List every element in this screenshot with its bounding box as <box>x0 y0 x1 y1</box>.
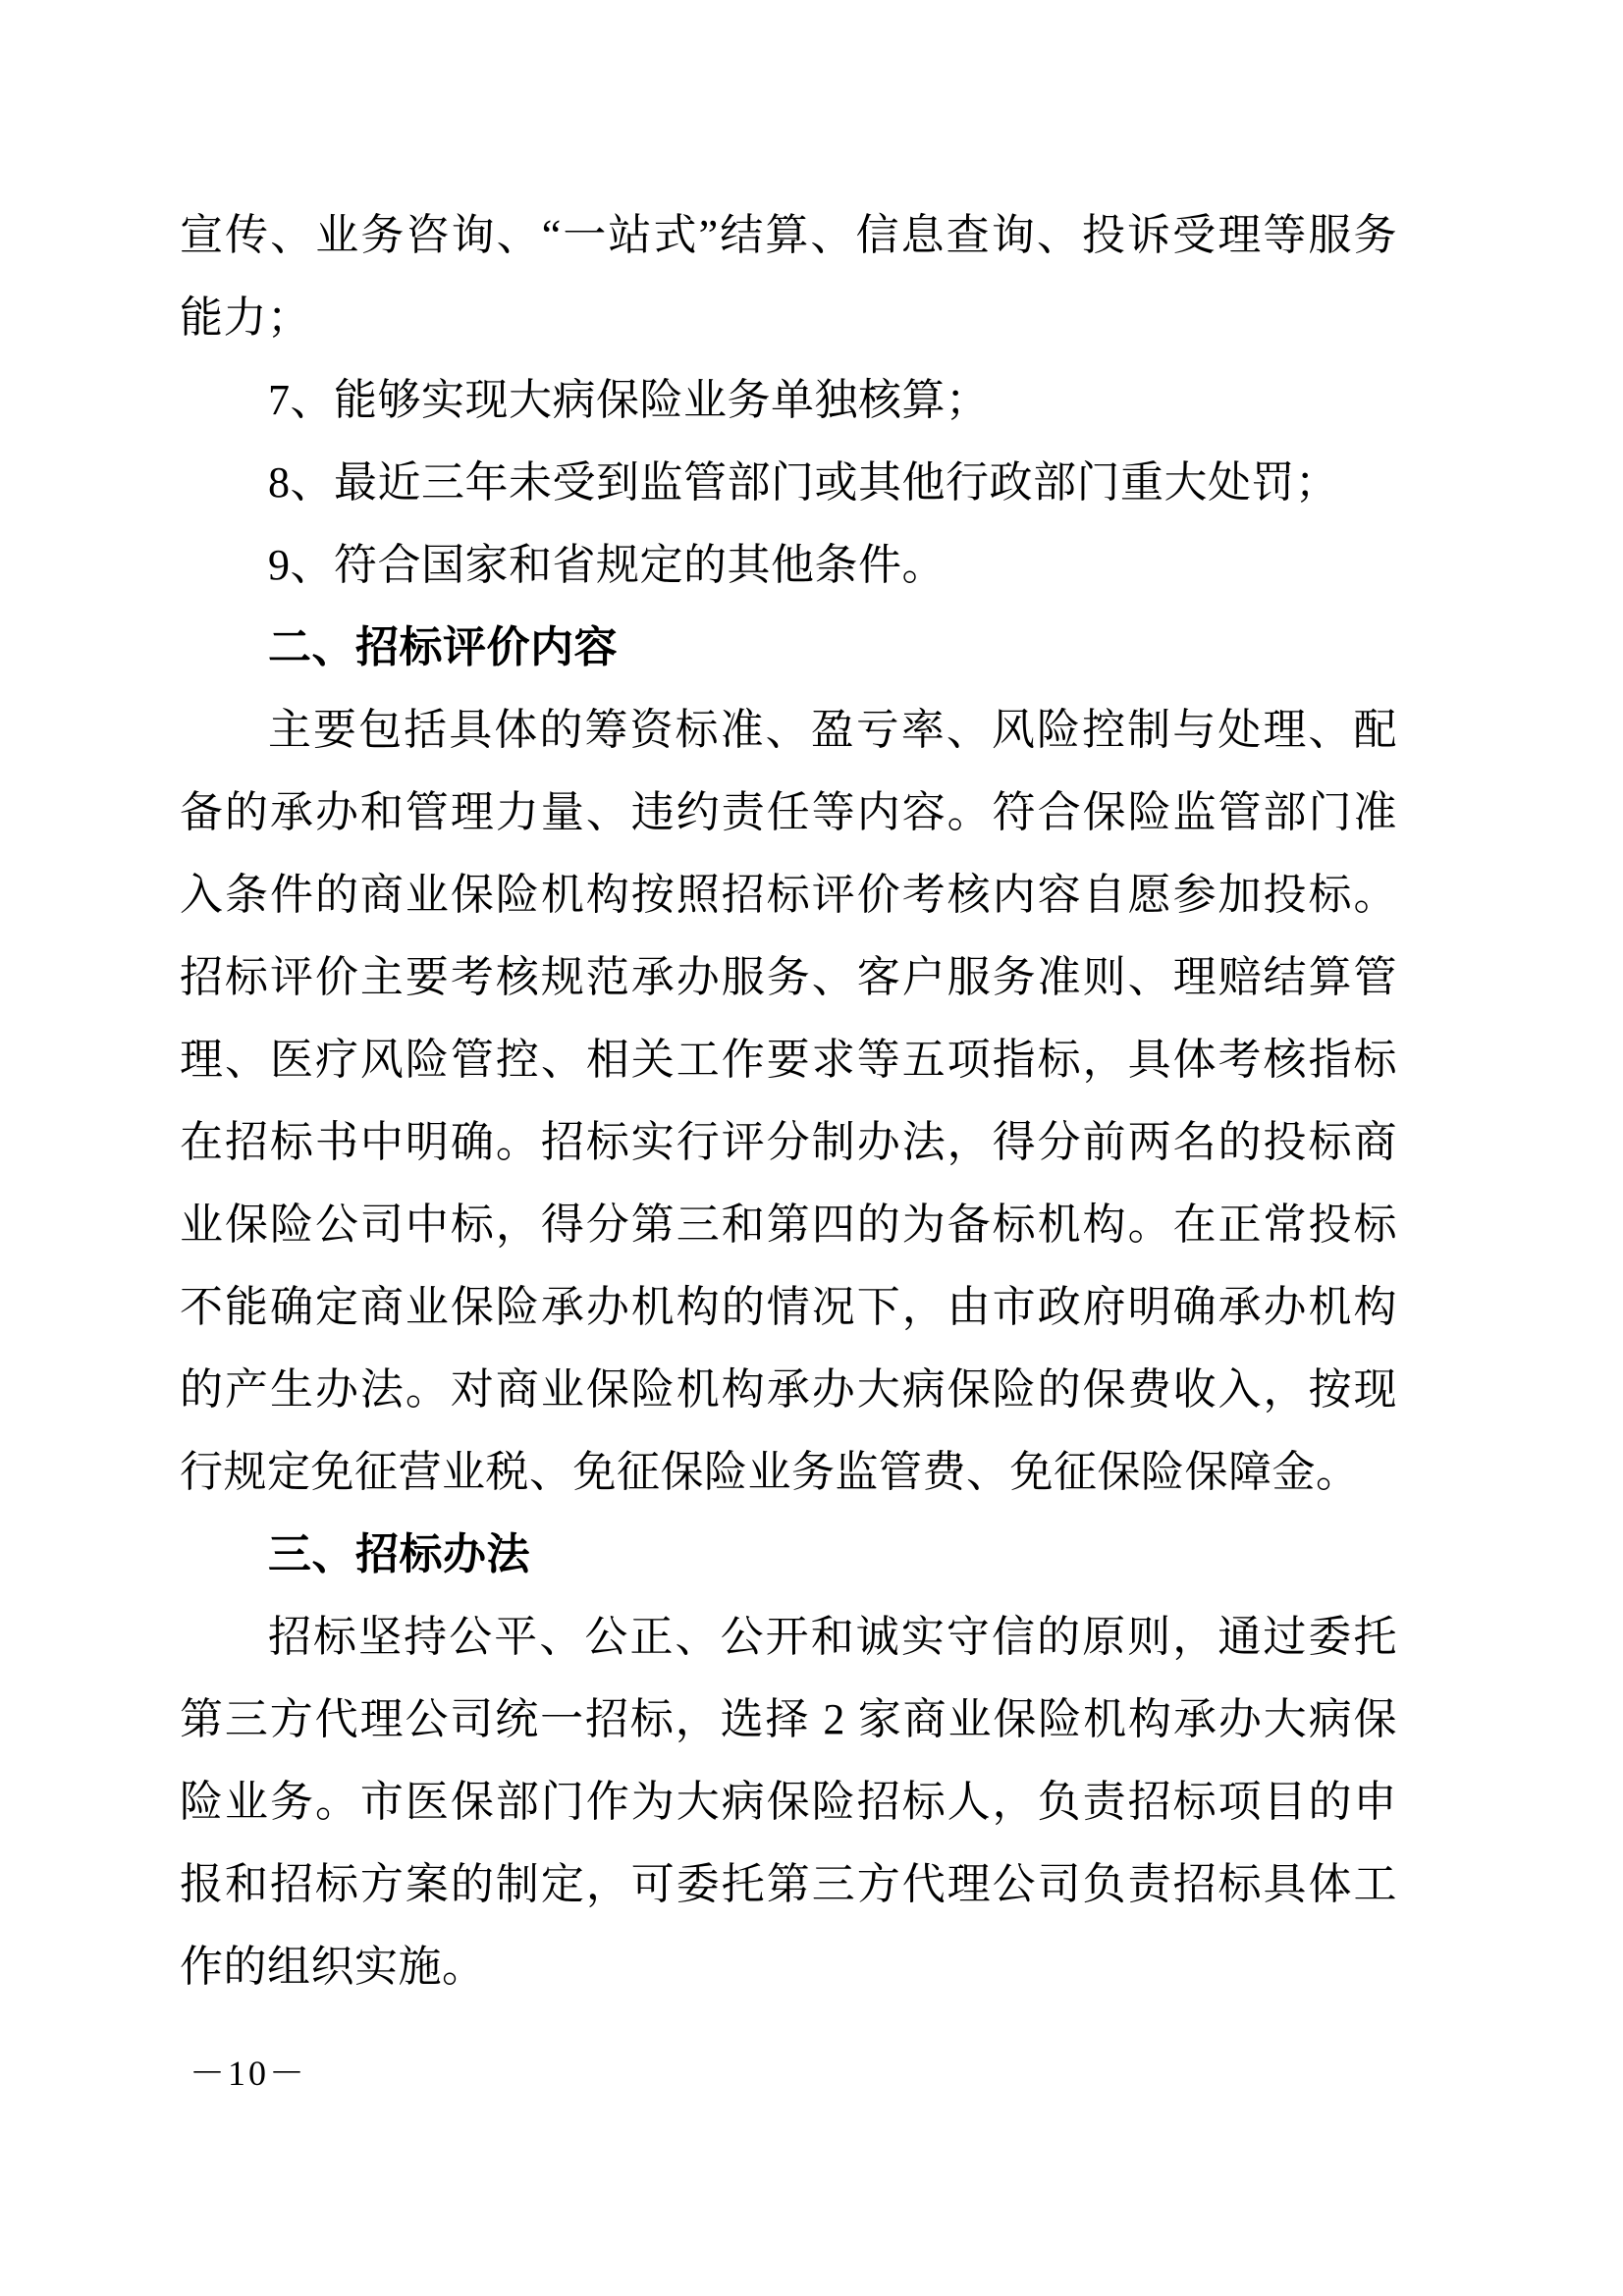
section-heading-bid-evaluation: 二、招标评价内容 <box>268 623 618 671</box>
paragraph-bid-method-content: 招标坚持公平、公正、公开和诚实守信的原则，通过委托第三方代理公司统一招标，选择 2 家商业保险机构承办大病保险业务。市医保部门作为大病保险招标人，负责招标项目的申报和招标方案的制定，可委托第三方代理公司负责招标具体工作的组织实施。 <box>180 1613 1397 1991</box>
section-heading-bid-method: 三、招标办法 <box>268 1530 530 1578</box>
document-body <box>180 194 1397 2008</box>
list-item-8: 8、最近三年未受到监管部门或其他行政部门重大处罚； <box>268 458 1339 507</box>
page-number: －10－ <box>189 2054 308 2093</box>
list-item-9: 9、符合国家和省规定的其他条件。 <box>268 541 946 589</box>
paragraph-bid-evaluation-content: 主要包括具体的筹资标准、盈亏率、风险控制与处理、配备的承办和管理力量、违约责任等内容。符合保险监管部门准入条件的商业保险机构按照招标评价考核内容自愿参加投标。招标评价主要考核规范承办服务、客户服务准则、理赔结算管理、医疗风险管控、相关工作要求等五项指标，具体考核指标在招标书中明确。招标实行评分制办法，得分前两名的投标商业保险公司中标，得分第三和第四的为备标机构。在正常投标不能确定商业保险承办机构的情况下，由市政府明确承办机构的产生办法。对商业保险机构承办大病保险的保费收入，按现行规定免征营业税、免征保险业务监管费、免征保险保障金。 <box>180 706 1397 1496</box>
paragraph-services-continuation: 宣传、业务咨询、“一站式”结算、信息查询、投诉受理等服务能力； <box>180 211 1397 342</box>
list-item-7: 7、能够实现大病保险业务单独核算； <box>268 376 990 424</box>
